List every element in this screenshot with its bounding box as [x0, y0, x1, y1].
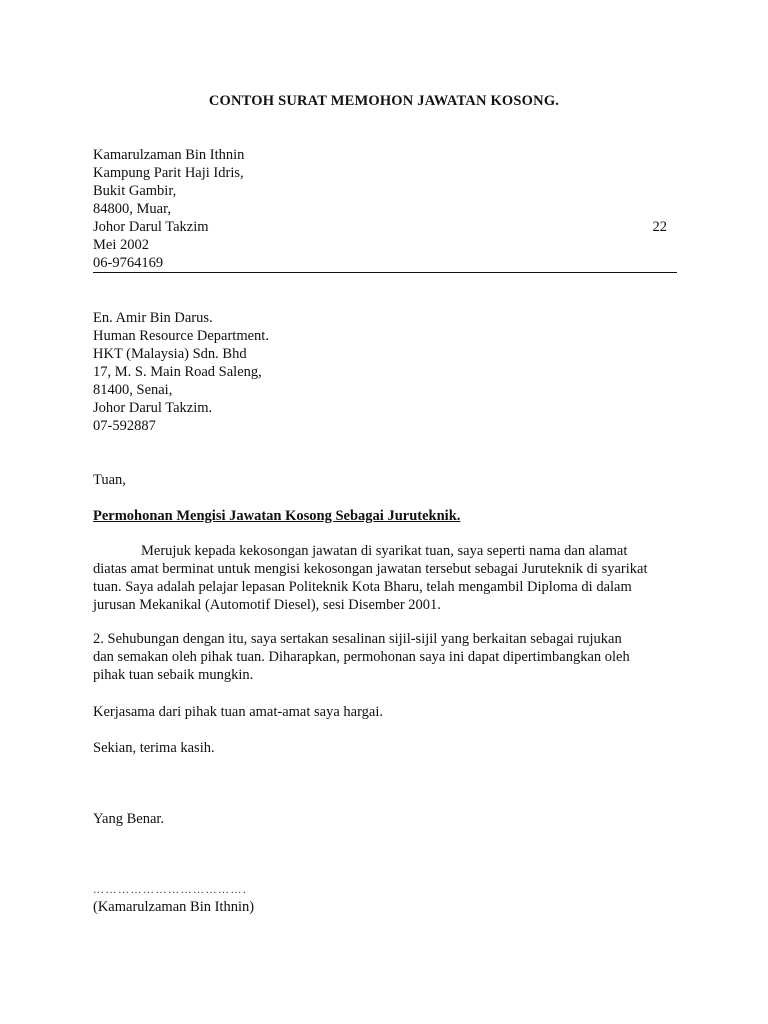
letter-subject: Permohonan Mengisi Jawatan Kosong Sebagai Juruteknik. — [93, 508, 461, 524]
sender-phone: 06-9764169 — [93, 255, 164, 271]
sender-date-day: 22 — [652, 219, 667, 235]
sender-address-line: Kampung Parit Haji Idris, — [93, 165, 244, 181]
paragraph-line: dan semakan oleh pihak tuan. Diharapkan, permohonan saya ini dapat dipertimbangkan oleh — [93, 649, 630, 665]
recipient-name: En. Amir Bin Darus. — [93, 310, 213, 326]
recipient-department: Human Resource Department. — [93, 328, 269, 344]
recipient-state: Johor Darul Takzim. — [93, 400, 213, 416]
sender-date-month-year: Mei 2002 — [93, 237, 149, 253]
sender-name: Kamarulzaman Bin Ithnin — [93, 147, 245, 163]
recipient-company: HKT (Malaysia) Sdn. Bhd — [93, 346, 247, 362]
body-paragraph-4: Sekian, terima kasih. — [93, 740, 215, 756]
body-paragraph-2 — [93, 630, 677, 684]
document-title: CONTOH SURAT MEMOHON JAWATAN KOSONG. — [208, 93, 560, 109]
sender-address-line: 84800, Muar, — [93, 201, 171, 217]
recipient-address — [93, 309, 269, 435]
sender-state: Johor Darul Takzim — [93, 219, 209, 235]
sender-address-line: Bukit Gambir, — [93, 183, 177, 199]
sender-address — [93, 146, 677, 272]
signature-line: ………………………………. — [93, 884, 248, 896]
recipient-address-line: 17, M. S. Main Road Saleng, — [93, 364, 262, 380]
recipient-address-line: 81400, Senai, — [93, 382, 173, 398]
paragraph-line: Merujuk kepada kekosongan jawatan di syarikat tuan, saya seperti nama dan alamat — [141, 543, 628, 559]
paragraph-line: tuan. Saya adalah pelajar lepasan Politeknik Kota Bharu, telah mengambil Diploma di dalam — [93, 579, 632, 595]
body-paragraph-1 — [93, 542, 677, 614]
recipient-phone: 07-592887 — [93, 418, 156, 434]
closing-phrase: Yang Benar. — [93, 811, 165, 827]
body-paragraph-3: Kerjasama dari pihak tuan amat-amat saya hargai. — [93, 704, 384, 720]
paragraph-line: diatas amat berminat untuk mengisi kekosongan jawatan tersebut sebagai Juruteknik di syarikat — [93, 561, 648, 577]
paragraph-line: 2. Sehubungan dengan itu, saya sertakan sesalinan sijil-sijil yang berkaitan sebagai rujukan — [93, 631, 622, 647]
paragraph-line: jurusan Mekanikal (Automotif Diesel), sesi Disember 2001. — [93, 597, 441, 613]
salutation: Tuan, — [93, 472, 126, 488]
paragraph-line: pihak tuan sebaik mungkin. — [93, 667, 254, 683]
signature-name: (Kamarulzaman Bin Ithnin) — [93, 899, 255, 915]
header-divider — [93, 272, 677, 273]
